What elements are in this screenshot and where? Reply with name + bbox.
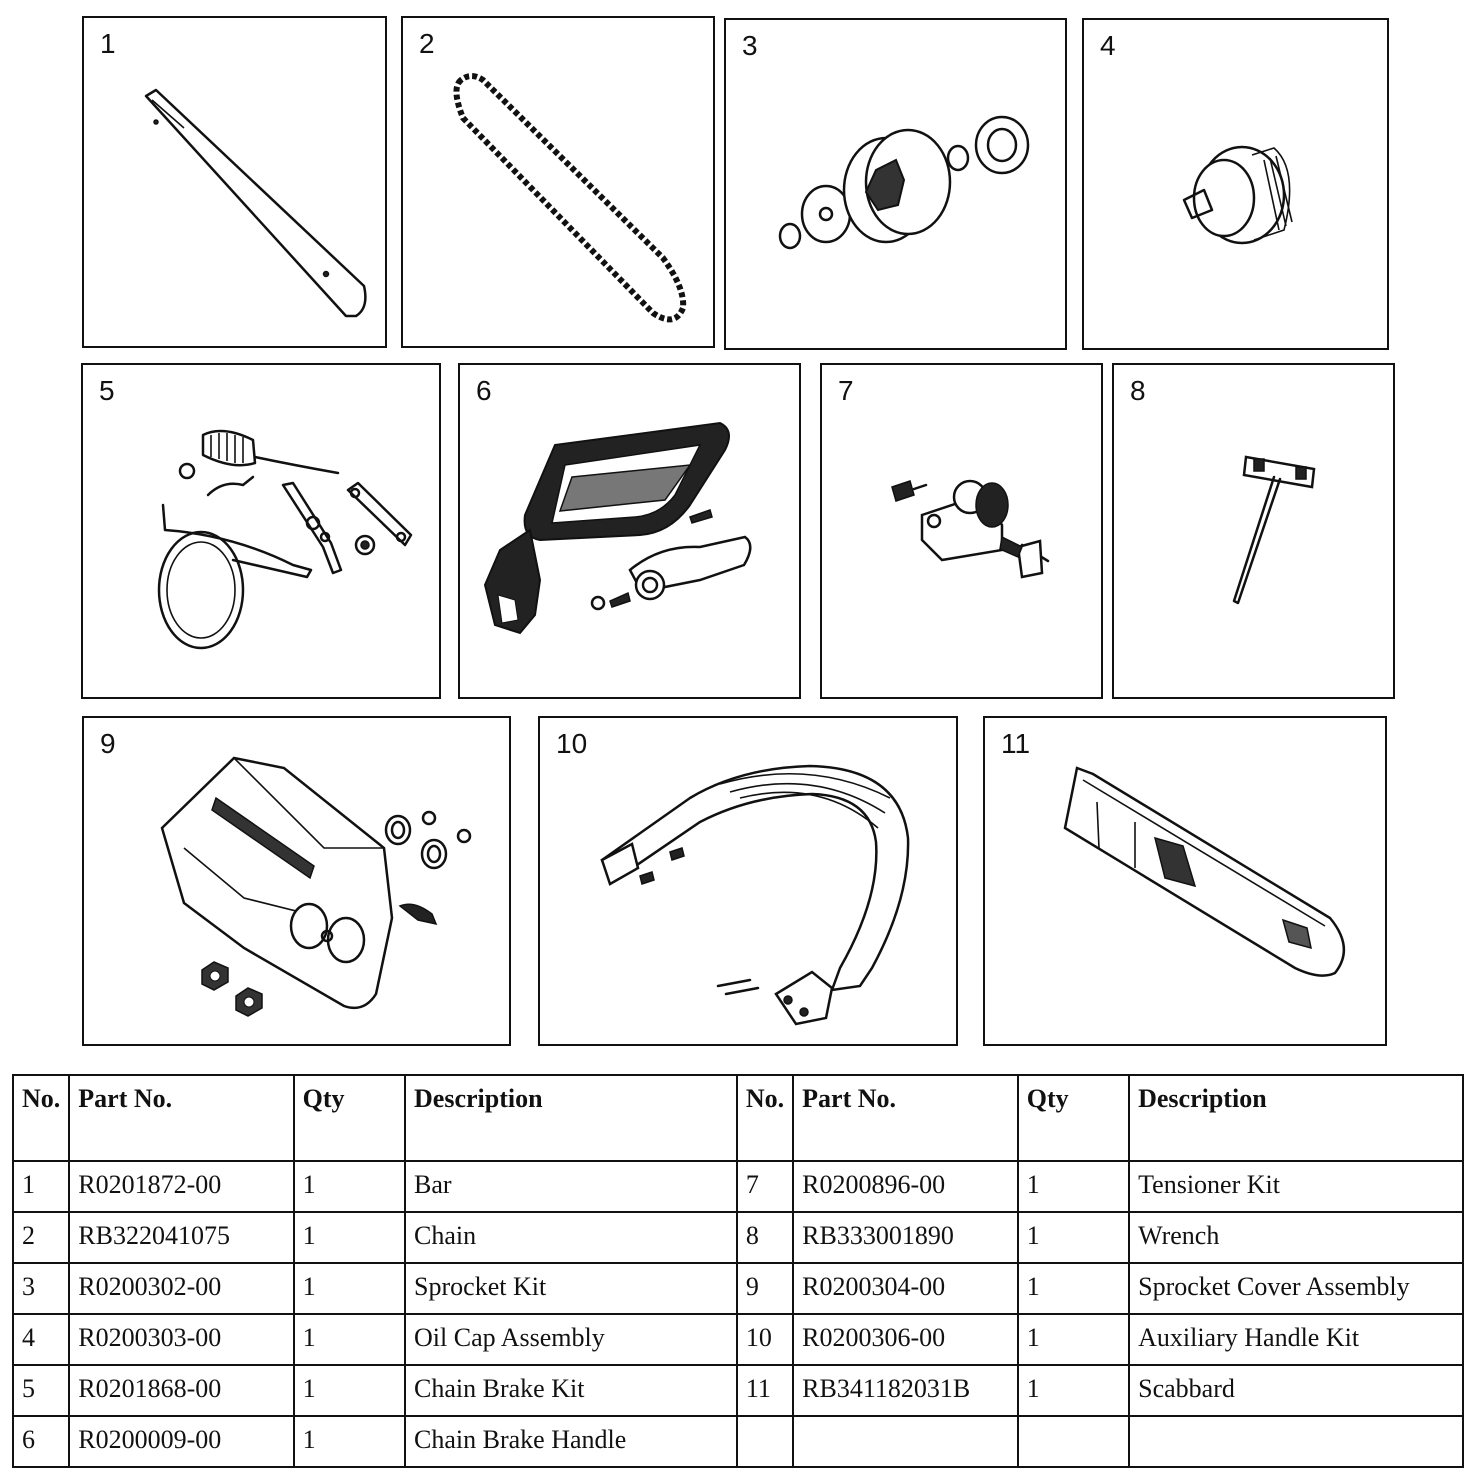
bar-icon <box>84 18 389 350</box>
panel-sprocket-kit <box>724 18 1067 350</box>
cell-qty: 1 <box>1018 1365 1129 1416</box>
panel-number: 11 <box>1001 728 1031 759</box>
tensioner-kit-icon <box>822 365 1105 701</box>
cell-no: 11 <box>737 1365 793 1416</box>
cell-description <box>1129 1416 1463 1467</box>
header-part-no: Part No. <box>69 1075 293 1161</box>
auxiliary-handle-icon <box>540 718 960 1048</box>
cell-no: 3 <box>13 1263 69 1314</box>
cell-description: Scabbard <box>1129 1365 1463 1416</box>
panel-number: 2 <box>419 28 435 59</box>
cell-qty: 1 <box>294 1161 405 1212</box>
cell-part-no: RB341182031B <box>793 1365 1018 1416</box>
cell-part-no: RB333001890 <box>793 1212 1018 1263</box>
cell-part-no: RB322041075 <box>69 1212 293 1263</box>
cell-qty: 1 <box>294 1416 405 1467</box>
chain-icon <box>403 18 717 350</box>
cell-part-no: R0200306-00 <box>793 1314 1018 1365</box>
cell-part-no: R0200304-00 <box>793 1263 1018 1314</box>
panel-bar <box>82 16 387 348</box>
cell-part-no: R0201872-00 <box>69 1161 293 1212</box>
sprocket-kit-icon <box>726 20 1069 352</box>
panel-chain-brake-kit <box>81 363 441 699</box>
table-row <box>13 1365 1463 1416</box>
parts-table <box>12 1074 1464 1468</box>
cell-part-no <box>793 1416 1018 1467</box>
panel-scabbard <box>983 716 1387 1046</box>
table-header-row <box>13 1075 1463 1161</box>
panel-number: 4 <box>1100 30 1116 61</box>
cell-part-no: R0200896-00 <box>793 1161 1018 1212</box>
cell-description: Sprocket Kit <box>405 1263 737 1314</box>
panel-auxiliary-handle <box>538 716 958 1046</box>
cell-description: Chain Brake Handle <box>405 1416 737 1467</box>
cell-qty: 1 <box>1018 1212 1129 1263</box>
header-no: No. <box>737 1075 793 1161</box>
header-part-no: Part No. <box>793 1075 1018 1161</box>
cell-description: Chain <box>405 1212 737 1263</box>
cell-description: Sprocket Cover Assembly <box>1129 1263 1463 1314</box>
table-row <box>13 1314 1463 1365</box>
panel-number: 7 <box>838 375 854 406</box>
cell-no: 9 <box>737 1263 793 1314</box>
cell-part-no: R0200302-00 <box>69 1263 293 1314</box>
cell-qty: 1 <box>294 1314 405 1365</box>
panel-oil-cap <box>1082 18 1389 350</box>
cell-qty: 1 <box>1018 1263 1129 1314</box>
cell-no: 7 <box>737 1161 793 1212</box>
panel-sprocket-cover <box>82 716 511 1046</box>
cell-no: 2 <box>13 1212 69 1263</box>
table-row <box>13 1212 1463 1263</box>
chain-brake-kit-icon <box>83 365 443 701</box>
panel-number: 6 <box>476 375 492 406</box>
cell-qty: 1 <box>294 1365 405 1416</box>
cell-part-no: R0200303-00 <box>69 1314 293 1365</box>
cell-qty <box>1018 1416 1129 1467</box>
cell-no: 8 <box>737 1212 793 1263</box>
chain-brake-handle-icon <box>460 365 803 701</box>
cell-description: Auxiliary Handle Kit <box>1129 1314 1463 1365</box>
panel-number: 8 <box>1130 375 1146 406</box>
cell-no <box>737 1416 793 1467</box>
cell-part-no: R0200009-00 <box>69 1416 293 1467</box>
cell-qty: 1 <box>1018 1161 1129 1212</box>
cell-no: 6 <box>13 1416 69 1467</box>
cell-part-no: R0201868-00 <box>69 1365 293 1416</box>
panel-number: 1 <box>100 28 116 59</box>
panel-number: 9 <box>100 728 116 759</box>
panel-number: 10 <box>556 728 588 759</box>
cell-qty: 1 <box>294 1212 405 1263</box>
cell-description: Bar <box>405 1161 737 1212</box>
cell-description: Oil Cap Assembly <box>405 1314 737 1365</box>
cell-description: Chain Brake Kit <box>405 1365 737 1416</box>
header-qty: Qty <box>294 1075 405 1161</box>
panel-number: 3 <box>742 30 758 61</box>
cell-no: 10 <box>737 1314 793 1365</box>
header-description: Description <box>405 1075 737 1161</box>
panel-chain-brake-handle <box>458 363 801 699</box>
table-row <box>13 1161 1463 1212</box>
cell-no: 1 <box>13 1161 69 1212</box>
table-row <box>13 1416 1463 1467</box>
scabbard-icon <box>985 718 1389 1048</box>
panel-tensioner-kit <box>820 363 1103 699</box>
wrench-icon <box>1114 365 1397 701</box>
oil-cap-icon <box>1084 20 1391 352</box>
panel-wrench <box>1112 363 1395 699</box>
cell-description: Wrench <box>1129 1212 1463 1263</box>
table-row <box>13 1263 1463 1314</box>
panel-number: 5 <box>99 375 115 406</box>
cell-no: 5 <box>13 1365 69 1416</box>
header-qty: Qty <box>1018 1075 1129 1161</box>
sprocket-cover-icon <box>84 718 513 1048</box>
header-description: Description <box>1129 1075 1463 1161</box>
cell-qty: 1 <box>294 1263 405 1314</box>
cell-no: 4 <box>13 1314 69 1365</box>
panel-chain <box>401 16 715 348</box>
header-no: No. <box>13 1075 69 1161</box>
cell-qty: 1 <box>1018 1314 1129 1365</box>
cell-description: Tensioner Kit <box>1129 1161 1463 1212</box>
